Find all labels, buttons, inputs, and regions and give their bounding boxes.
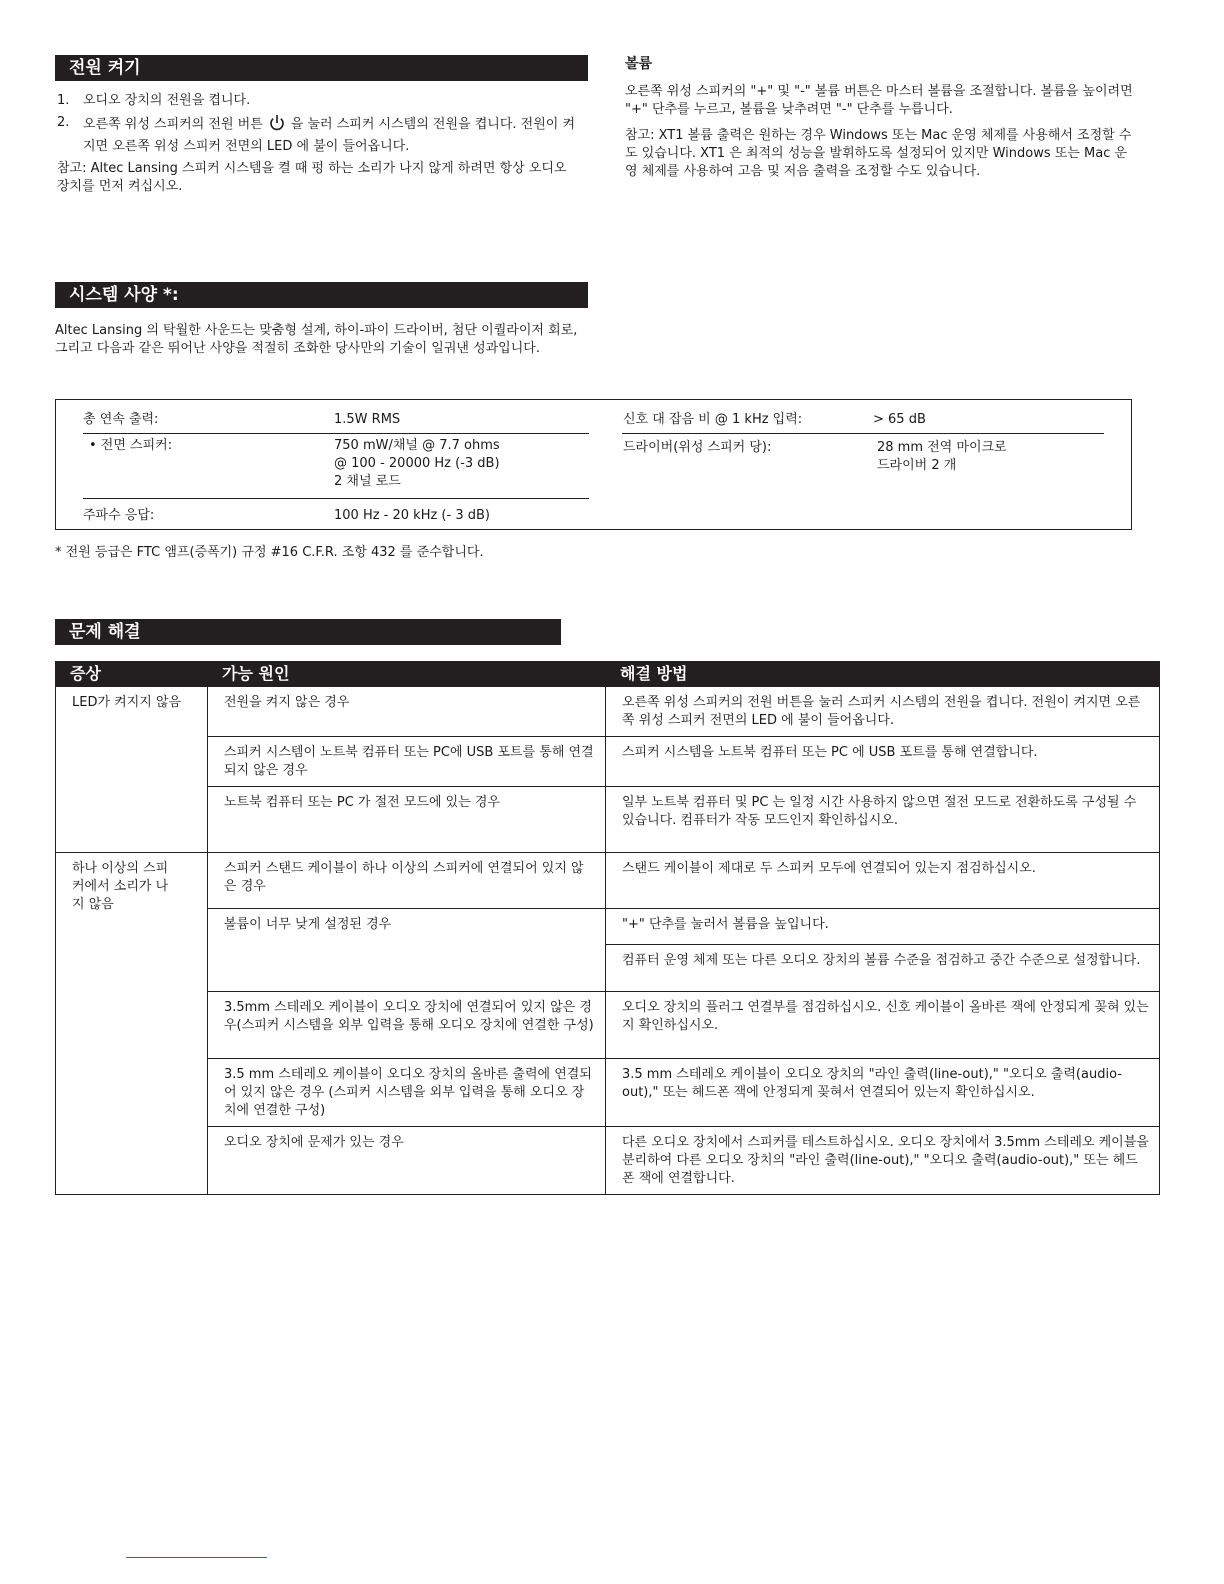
total-output-value: 1.5W RMS bbox=[334, 412, 401, 427]
cause-cell: 오디오 장치에 문제가 있는 경우 bbox=[208, 1127, 606, 1195]
symptom-cell: 하나 이상의 스피커에서 소리가 나지 않음 bbox=[56, 853, 208, 1195]
cause-cell: 전원을 켜지 않은 경우 bbox=[208, 687, 606, 737]
step-2 bbox=[57, 114, 577, 156]
cause-cell: 3.5 mm 스테레오 케이블이 오디오 장치의 올바른 출력에 연결되어 있지 않은 경우 (스피커 시스템을 외부 입력을 통해 오디오 장치에 연결한 구성) bbox=[208, 1059, 606, 1127]
solution-cell: 일부 노트북 컴퓨터 및 PC 는 일정 시간 사용하지 않으면 절전 모드로 전환하도록 구성될 수 있습니다. 컴퓨터가 작동 모드인지 확인하십시오. bbox=[606, 787, 1160, 853]
specs-intro: Altec Lansing 의 탁월한 사운드는 맞춤형 설계, 하이-파이 드라이버, 첨단 이퀄라이저 회로, 그리고 다음과 같은 뛰어난 사양을 적절히 조화한 당사만의 기술이 일궈낸 성과입니다. bbox=[55, 323, 578, 356]
step-text: 오디오 장치의 전원을 켭니다. bbox=[83, 93, 251, 108]
solution-cell: 스피커 시스템을 노트북 컴퓨터 또는 PC 에 USB 포트를 통해 연결합니다. bbox=[606, 737, 1160, 787]
front-speaker-line: 2 채널 로드 bbox=[334, 474, 401, 489]
spec-divider bbox=[83, 498, 589, 499]
header-cause: 가능 원인 bbox=[208, 661, 606, 687]
table-row bbox=[56, 853, 1160, 909]
cause-cell: 스피커 스탠드 케이블이 하나 이상의 스피커에 연결되어 있지 않은 경우 bbox=[208, 853, 606, 909]
total-output-label: 총 연속 출력: bbox=[83, 412, 159, 427]
table-row bbox=[56, 1127, 1160, 1195]
volume-note: 참고: XT1 볼륨 출력은 원하는 경우 Windows 또는 Mac 운영 체제를 사용해서 조정할 수도 있습니다. XT1 은 최적의 성능을 발휘하도록 설정되어 있지만 Windows 또는 Mac 운영 체제를 사용하여 고음 및 저음 출력을 조정할 수도 있습니다. bbox=[625, 128, 1132, 179]
cause-cell: 스피커 시스템이 노트북 컴퓨터 또는 PC에 USB 포트를 통해 연결되지 않은 경우 bbox=[208, 737, 606, 787]
step-text-before: 오른쪽 위성 스피커의 전원 버튼 bbox=[83, 117, 263, 132]
footer-link-underline bbox=[126, 1557, 267, 1558]
header-symptom: 증상 bbox=[56, 661, 208, 687]
power-icon bbox=[269, 114, 285, 138]
volume-heading: 볼륨 bbox=[625, 56, 653, 72]
solution-cell: 스탠드 케이블이 제대로 두 스피커 모두에 연결되어 있는지 점검하십시오. bbox=[606, 853, 1160, 909]
power-on-steps bbox=[57, 92, 577, 196]
table-row bbox=[56, 737, 1160, 787]
table-row bbox=[56, 787, 1160, 853]
spec-divider bbox=[83, 433, 589, 434]
troubleshooting-table bbox=[55, 661, 1160, 1195]
solution-cell: "+" 단추를 눌러서 볼륨을 높입니다. bbox=[606, 909, 1160, 945]
driver-values bbox=[877, 439, 1007, 475]
frequency-label: 주파수 응답: bbox=[83, 508, 155, 523]
specs-table bbox=[55, 399, 1132, 530]
table-header-row bbox=[56, 661, 1160, 687]
front-speaker-label: • 전면 스피커: bbox=[89, 438, 173, 453]
step-1 bbox=[57, 92, 577, 110]
power-on-heading: 전원 켜기 bbox=[55, 55, 588, 81]
step-number: 2. bbox=[57, 115, 70, 130]
symptom-cell: LED가 켜지지 않음 bbox=[56, 687, 208, 853]
frequency-value: 100 Hz - 20 kHz (- 3 dB) bbox=[334, 508, 490, 523]
solution-cell: 다른 오디오 장치에서 스피커를 테스트하십시오. 오디오 장치에서 3.5mm 스테레오 케이블을 분리하여 다른 오디오 장치의 "라인 출력(line-out)," "오디오 출력(audio-out)," 또는 헤드폰 잭에 연결합니다. bbox=[606, 1127, 1160, 1195]
cause-cell: 볼륨이 너무 낮게 설정된 경우 bbox=[208, 909, 606, 992]
volume-text: 오른쪽 위성 스피커의 "+" 및 "-" 볼륨 버튼은 마스터 볼륨을 조절합니다. 볼륨을 높이려면 "+" 단추를 누르고, 볼륨을 낮추려면 "-" 단추를 누릅니다. bbox=[625, 84, 1133, 117]
front-speaker-line: @ 100 - 20000 Hz (-3 dB) bbox=[334, 456, 500, 471]
front-speaker-line: 750 mW/채널 @ 7.7 ohms bbox=[334, 438, 500, 453]
specs-heading: 시스템 사양 *: bbox=[55, 282, 588, 308]
volume-section bbox=[625, 55, 1135, 181]
solution-cell: 컴퓨터 운영 체제 또는 다른 오디오 장치의 볼륨 수준을 점검하고 중간 수준으로 설정합니다. bbox=[606, 945, 1160, 992]
solution-cell: 3.5 mm 스테레오 케이블이 오디오 장치의 "라인 출력(line-out)," "오디오 출력(audio-out)," 또는 헤드폰 잭에 안정되게 꽂혀서 연결되어 있는지 확인하십시오. bbox=[606, 1059, 1160, 1127]
table-row bbox=[56, 909, 1160, 945]
table-row bbox=[56, 1059, 1160, 1127]
header-solution: 해결 방법 bbox=[606, 661, 1160, 687]
spec-divider bbox=[622, 433, 1104, 434]
driver-label: 드라이버(위성 스피커 당): bbox=[623, 440, 772, 455]
step-number: 1. bbox=[57, 93, 70, 108]
solution-cell: 오디오 장치의 플러그 연결부를 점검하십시오. 신호 케이블이 올바른 잭에 안정되게 꽂혀 있는지 확인하십시오. bbox=[606, 992, 1160, 1059]
front-speaker-values bbox=[334, 437, 500, 491]
driver-line: 28 mm 전역 마이크로 bbox=[877, 440, 1007, 455]
power-on-note: 참고: Altec Lansing 스피커 시스템을 켤 때 펑 하는 소리가 나지 않게 하려면 항상 오디오 장치를 먼저 켜십시오. bbox=[57, 161, 567, 194]
solution-cell: 오른쪽 위성 스피커의 전원 버튼을 눌러 스피커 시스템의 전원을 켭니다. 전원이 켜지면 오른쪽 위성 스피커 전면의 LED 에 불이 들어옵니다. bbox=[606, 687, 1160, 737]
table-row bbox=[56, 687, 1160, 737]
driver-line: 드라이버 2 개 bbox=[877, 458, 957, 473]
snr-value: > 65 dB bbox=[873, 412, 926, 427]
troubleshooting-heading: 문제 해결 bbox=[55, 619, 561, 645]
specs-footnote: * 전원 등급은 FTC 앰프(증폭기) 규정 #16 C.F.R. 조항 432 를 준수합니다. bbox=[55, 545, 484, 560]
snr-label: 신호 대 잡음 비 @ 1 kHz 입력: bbox=[623, 412, 803, 427]
cause-cell: 3.5mm 스테레오 케이블이 오디오 장치에 연결되어 있지 않은 경우(스피커 시스템을 외부 입력을 통해 오디오 장치에 연결한 구성) bbox=[208, 992, 606, 1059]
table-row bbox=[56, 992, 1160, 1059]
step-text-after: 을 눌러 스피커 시스템의 전원을 켭니다. 전원이 켜지면 오른쪽 위성 스피커 전면의 LED 에 불이 들어옵니다. bbox=[83, 117, 576, 154]
cause-cell: 노트북 컴퓨터 또는 PC 가 절전 모드에 있는 경우 bbox=[208, 787, 606, 853]
